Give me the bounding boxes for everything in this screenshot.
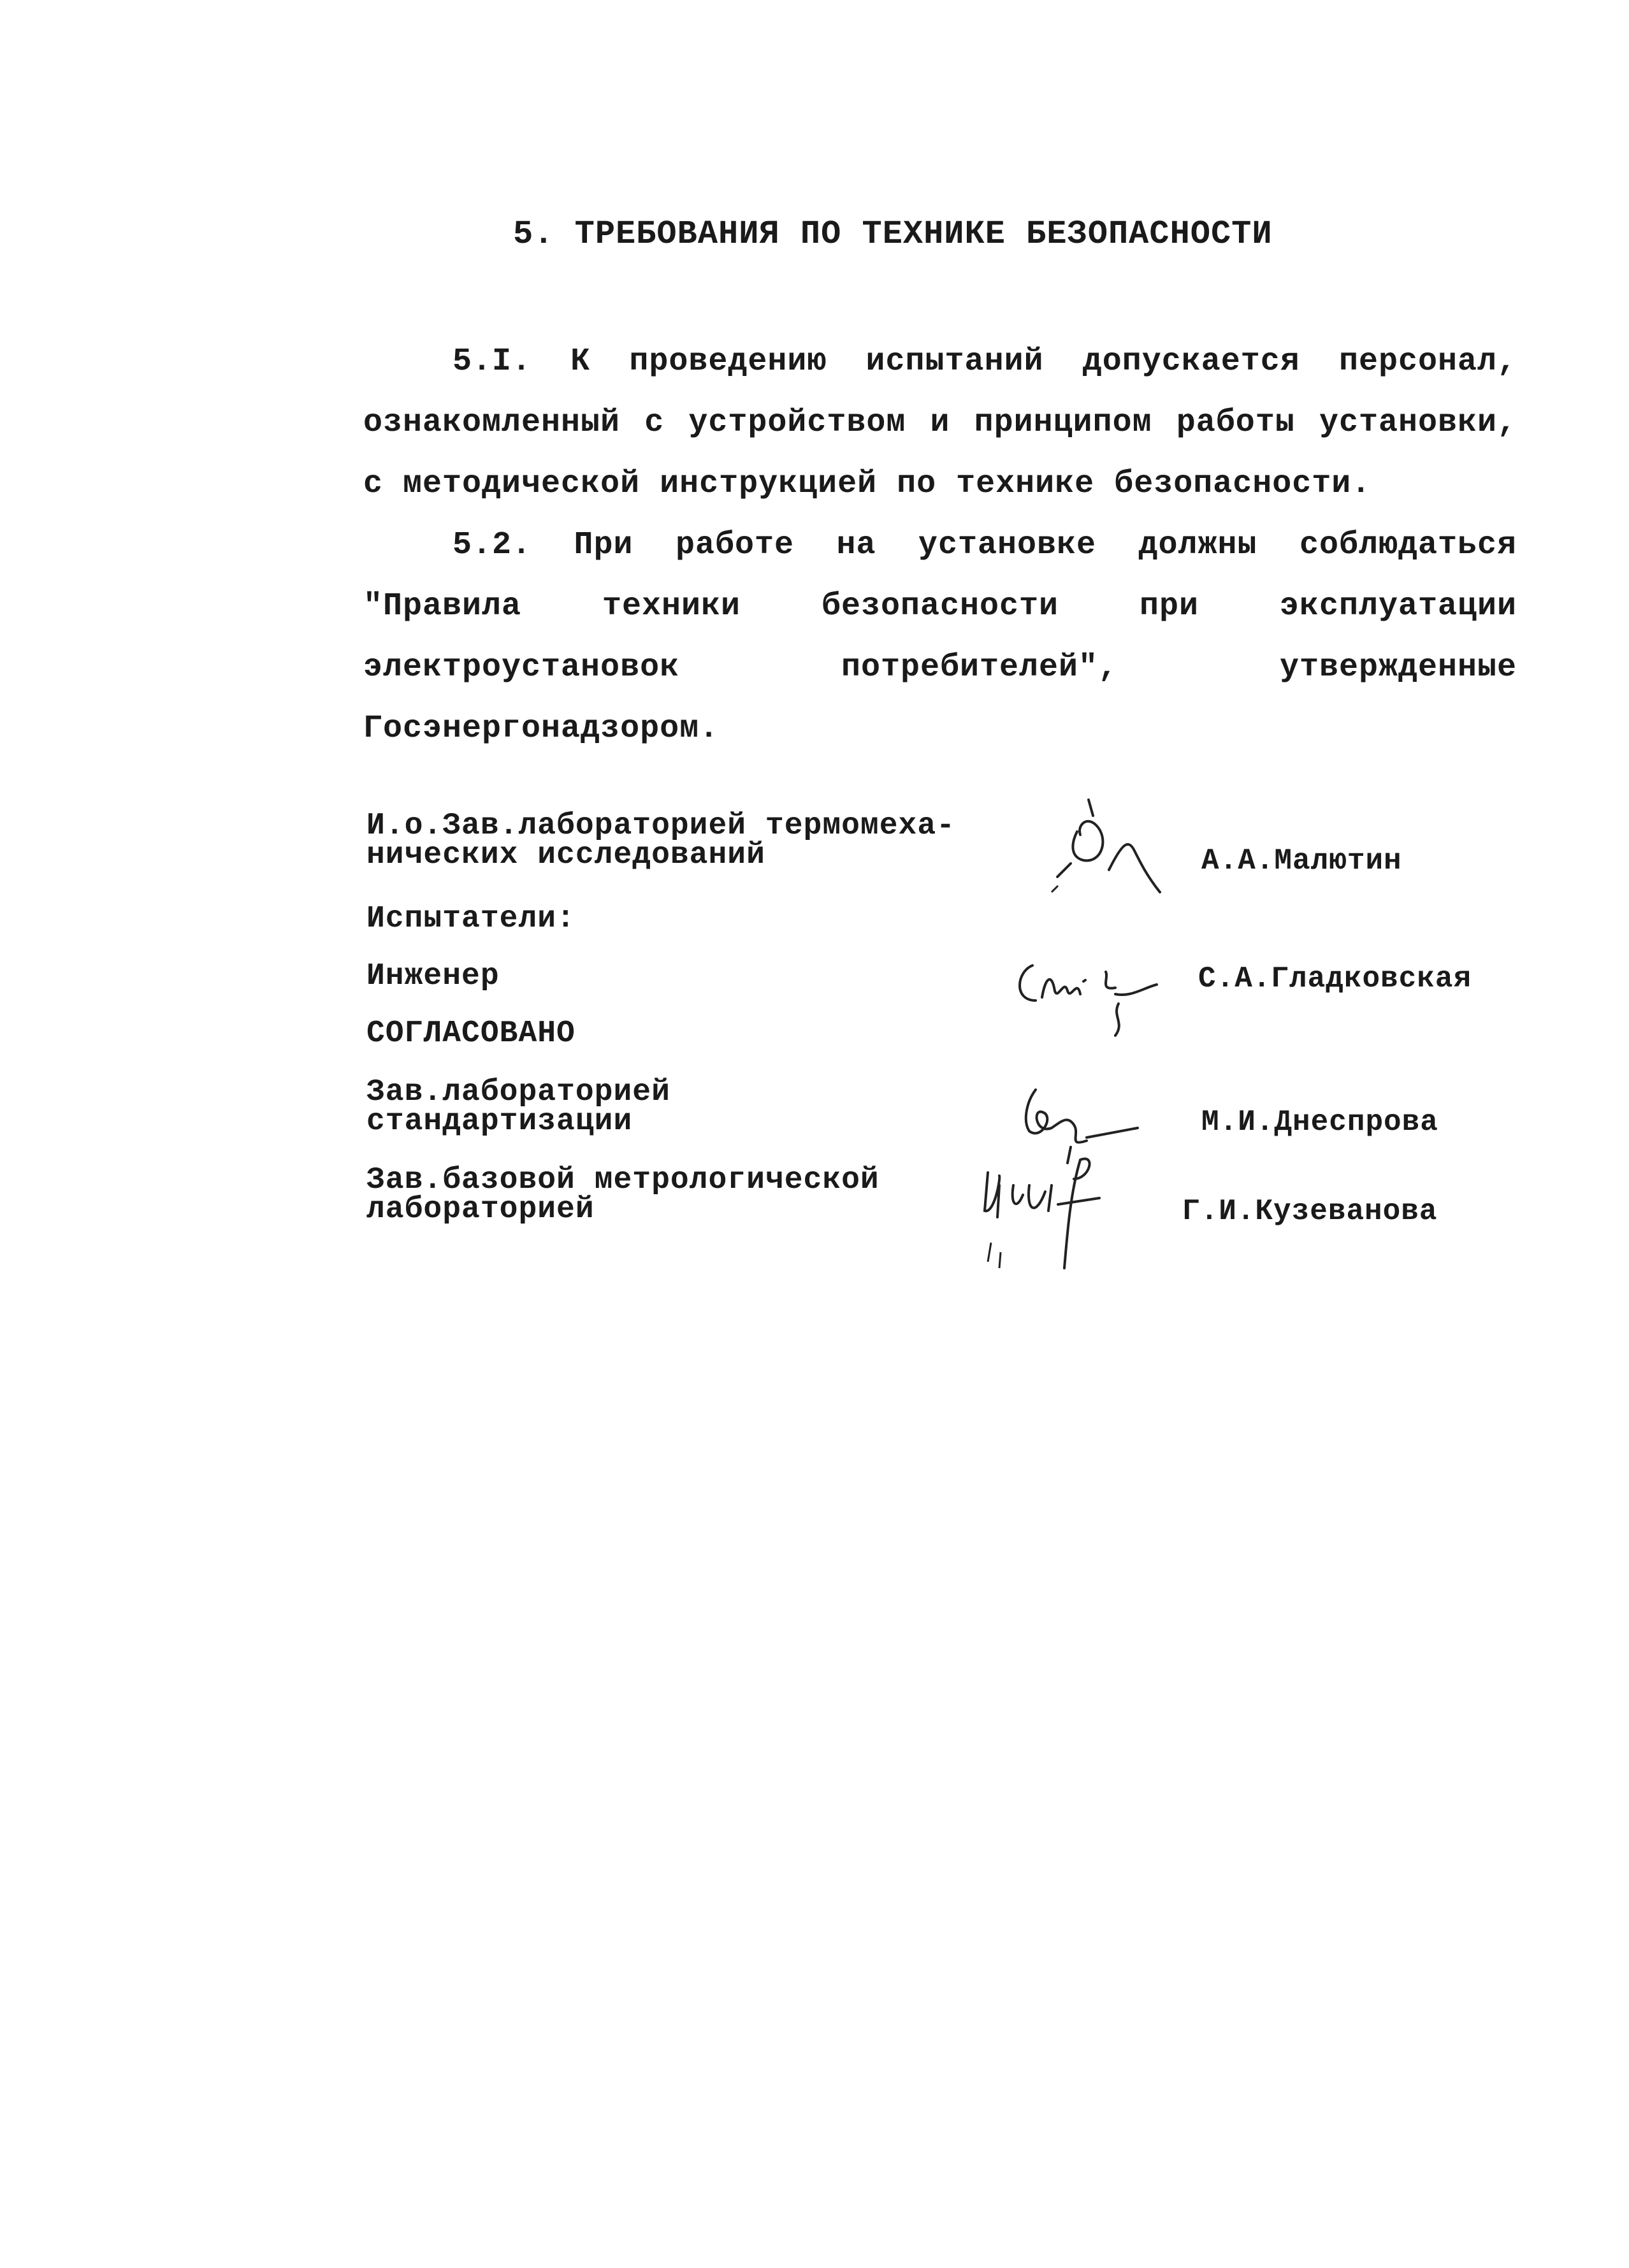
metro-lab-name: Г.И.Кузеванова (1182, 1195, 1438, 1228)
signature-malyutin-icon (1032, 787, 1185, 902)
metro-lab-label-line2: лабораторией (366, 1192, 595, 1227)
std-lab-label-line2: стандартизации (366, 1104, 633, 1139)
signature-kuzevanova-icon (962, 1141, 1147, 1287)
engineer-name: С.А.Гладковская (1198, 962, 1472, 995)
head-lab-name: А.А.Малютин (1201, 844, 1402, 878)
head-lab-label-line1: И.о.Зав.лабораторией термомеха- (366, 809, 955, 843)
signature-gladkovskaya-icon (1004, 940, 1182, 1042)
paragraph-5-2: 5.2. При работе на установке должны соблюдаться "Правила техники безопасности при эксплуатации электроустановок потребителей", утвержденные Госэнергонадзором. (363, 527, 1517, 747)
std-lab-label-line1: Зав.лабораторией (366, 1075, 670, 1109)
testers-label: Испытатели: (366, 902, 576, 936)
std-lab-name: М.И.Днеспрова (1201, 1106, 1438, 1139)
paragraph-5-1: 5.I. К проведению испытаний допускается персонал, ознакомленный с устройством и принципом работы установки, с методической инструкцией по технике безопасности. (363, 343, 1517, 502)
head-lab-label-line2: нических исследований (366, 838, 765, 872)
section-heading: 5. ТРЕБОВАНИЯ ПО ТЕХНИКЕ БЕЗОПАСНОСТИ (513, 215, 1273, 253)
engineer-label: Инженер (366, 959, 500, 993)
metro-lab-label-line1: Зав.базовой метрологической (366, 1163, 880, 1197)
agreed-label: СОГЛАСОВАНО (366, 1016, 576, 1051)
